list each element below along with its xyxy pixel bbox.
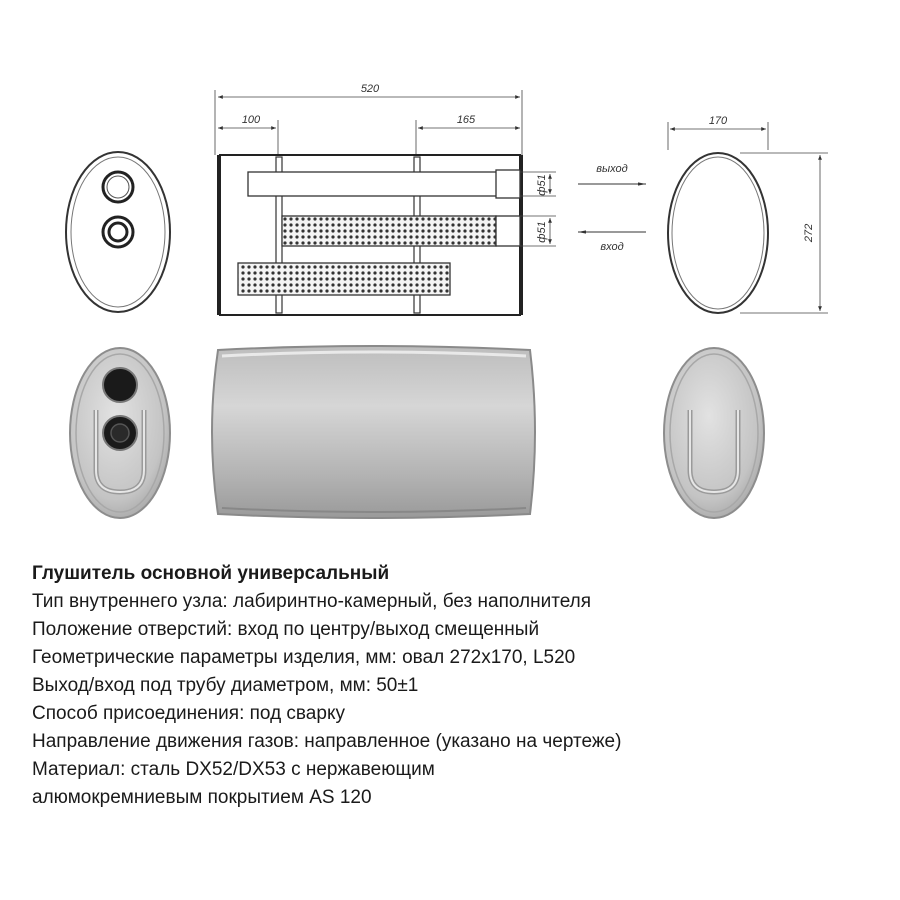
- inlet-pipe-perforated: [282, 216, 496, 246]
- product-specs: [32, 560, 872, 812]
- left-end-render: [70, 348, 170, 518]
- side-body-render: [212, 346, 535, 518]
- dim-oval-width: 170: [708, 115, 728, 127]
- spec-line: Положение отверстий: вход по центру/выход смещенный: [32, 619, 540, 640]
- right-end-render: [664, 348, 764, 518]
- dim-right-offset: 165: [456, 114, 476, 126]
- right-end-view: [668, 115, 828, 313]
- spec-line: Выход/вход под трубу диаметром, мм: 50±1: [32, 675, 419, 696]
- inlet-label: вход: [600, 241, 624, 253]
- lower-perforated-tube: [238, 263, 450, 295]
- outlet-pipe: [248, 172, 520, 196]
- spec-line: Направление движения газов: направленное (указано на чертеже): [32, 731, 622, 752]
- spec-line: алюмокремниевым покрытием AS 120: [32, 787, 372, 808]
- spec-line: Материал: сталь DX52/DX53 с нержавеющим: [32, 759, 435, 780]
- spec-line: Тип внутреннего узла: лабиринтно-камерный, без наполнителя: [32, 591, 592, 612]
- outlet-label: выход: [596, 163, 628, 175]
- dim-oval-height: 272: [803, 223, 815, 243]
- dim-left-offset: 100: [241, 114, 261, 126]
- left-end-view: [66, 152, 170, 312]
- product-title: Глушитель основной универсальный: [32, 563, 390, 584]
- dim-overall-length: 520: [360, 83, 380, 95]
- spec-line: Геометрические параметры изделия, мм: овал 272х170, L520: [32, 647, 576, 668]
- dim-outlet-diameter: ф51: [536, 174, 548, 196]
- dim-inlet-diameter: ф51: [536, 221, 548, 243]
- side-section-view: [215, 83, 646, 315]
- spec-line: Способ присоединения: под сварку: [32, 703, 345, 724]
